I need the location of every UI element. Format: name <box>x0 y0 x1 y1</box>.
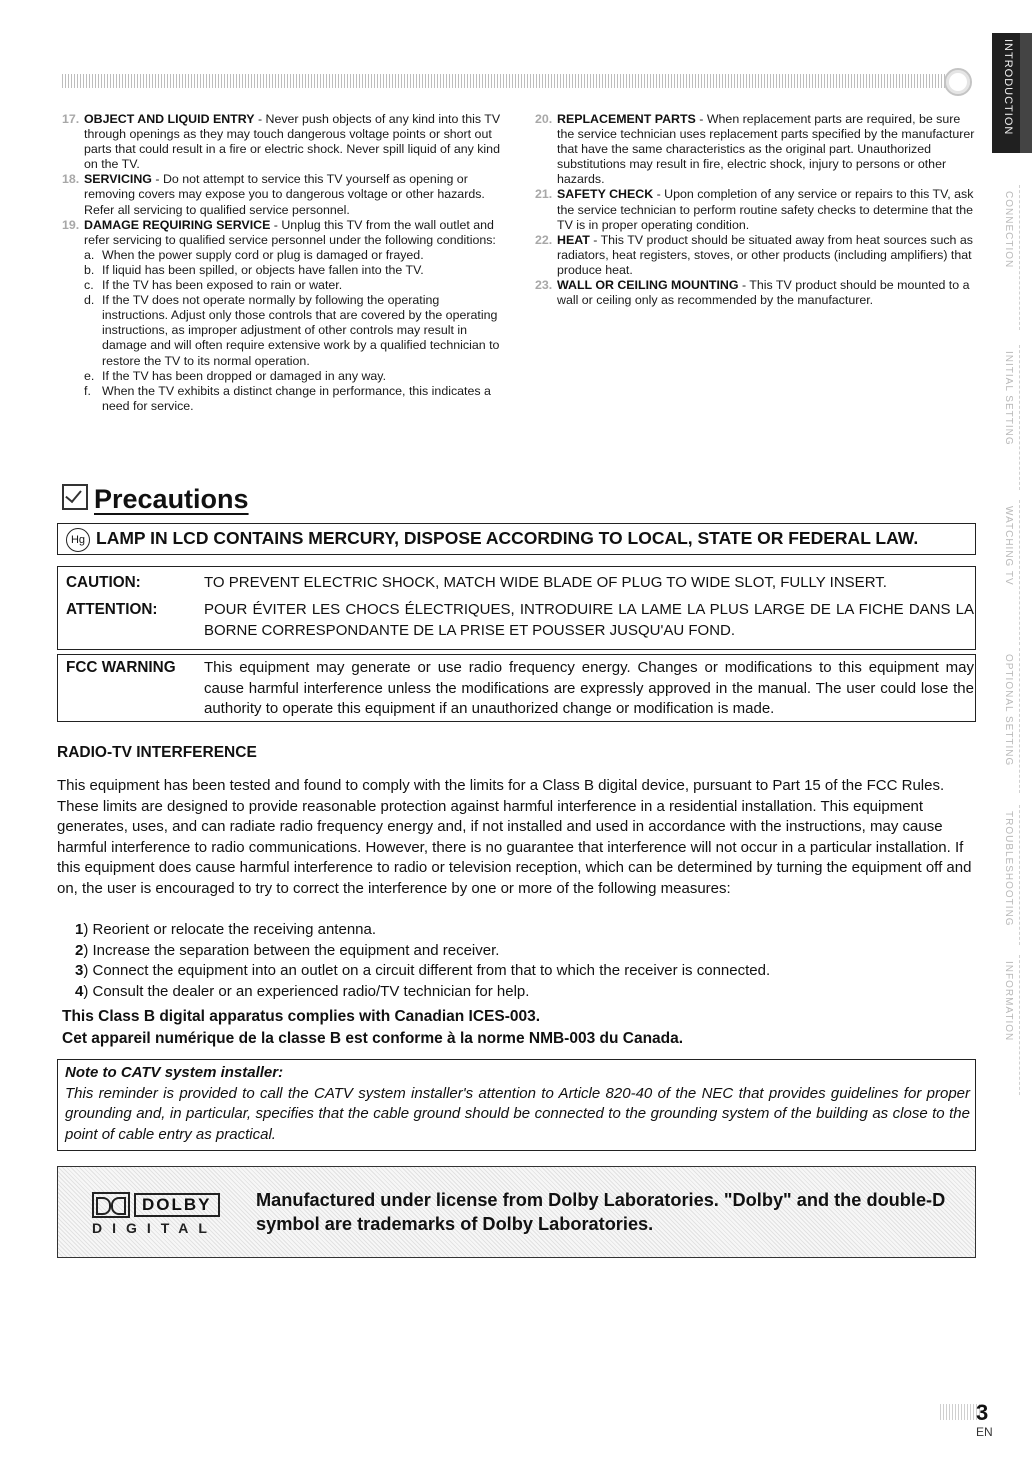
condition-a: a. When the power supply cord or plug is damaged or frayed. <box>84 247 424 262</box>
canada-compliance-en: This Class B digital apparatus complies with Canadian ICES-003. <box>62 1008 541 1025</box>
caution-label: CAUTION: <box>66 574 141 591</box>
fcc-text: This equipment may generate or use radio frequency energy. Changes or modifications to this equipment may cause harmful interference unless the modifications are expressly approved in the manual. The user could lose the authority to operate this equipment if an unauthorized change or modification is made. <box>204 659 974 717</box>
mercury-warning-box <box>57 523 976 555</box>
left-column <box>62 112 507 414</box>
safety-item-22: 22. HEAT - This TV product should be situated away from heat sources such as radiators, heat registers, stoves, or other products (including amplifiers) that produce heat. <box>535 232 973 277</box>
page-number: 3 <box>976 1400 989 1425</box>
measures-list <box>75 920 770 1002</box>
mercury-warning-text: LAMP IN LCD CONTAINS MERCURY, DISPOSE ACCORDING TO LOCAL, STATE OR FEDERAL LAW. <box>96 528 919 548</box>
checkbox-icon <box>62 484 88 510</box>
rule-end-circle-icon <box>944 68 972 96</box>
safety-item-20: 20. REPLACEMENT PARTS - When replacement parts are required, be sure the service technician uses replacement parts specified by the manufacturer that have the same characteristics as the original part. Unauthorized substitutions may result in fire, electric shock, injury to persons or other hazards. <box>535 112 975 187</box>
safety-item-17: 17. OBJECT AND LIQUID ENTRY - Never push objects of any kind into this TV through openings as they may touch dangerous voltage points or short out parts that could result in a fire or electric shock. Never spill liquid of any kind on the TV. <box>62 112 501 172</box>
dolby-digital-label: DIGITAL <box>92 1220 217 1236</box>
tab-initial-setting[interactable]: INITIAL SETTING <box>992 345 1032 490</box>
measure-item: 2) Increase the separation between the equipment and receiver. <box>75 941 500 959</box>
dolby-logo <box>92 1192 220 1218</box>
safety-item-18: 18. SERVICING - Do not attempt to service this TV yourself as opening or removing covers may expose you to dangerous voltage or other hazards. Refer all servicing to qualified service personnel. <box>62 172 485 217</box>
catv-note-box <box>57 1059 976 1151</box>
fcc-warning-box <box>57 654 976 722</box>
page-language: EN <box>976 1425 993 1439</box>
attention-text: POUR ÉVITER LES CHOCS ÉLECTRIQUES, INTRODUIRE LA LAME LA PLUS LARGE DE LA FICHE DANS LA BORNE CORRESPONDANTE DE LA PRISE ET POUSSER JUSQU'AU FOND. <box>204 601 974 639</box>
condition-e: e. If the TV has been dropped or damaged in any way. <box>84 368 387 383</box>
catv-note-text: This reminder is provided to call the CATV system installer's attention to Article 820-40 of the NEC that provides guidelines for proper grounding and, in particular, specifies that the cable ground should be connected to the grounding system of the building as close to the point of cable entry as practical. <box>65 1084 970 1144</box>
tab-introduction[interactable]: INTRODUCTION <box>992 33 1032 153</box>
double-d-icon <box>92 1192 130 1218</box>
tab-troubleshooting[interactable]: TROUBLESHOOTING <box>992 805 1032 945</box>
condition-d: d. If the TV does not operate normally by following the operating instructions. Adjust only those controls that are covered by the operating instructions, as improper adjustment of other controls may result in damage and will often require extensive work by a qualified technician to restore the TV to its normal operation. <box>84 293 500 368</box>
top-decorative-rule <box>62 74 952 88</box>
measure-item: 1) Reorient or relocate the receiving antenna. <box>75 921 377 938</box>
tab-connection[interactable]: CONNECTION <box>992 185 1032 330</box>
condition-b: b. If liquid has been spilled, or objects have fallen into the TV. <box>84 262 424 277</box>
condition-c: c. If the TV has been exposed to rain or water. <box>84 278 343 293</box>
radio-tv-heading: RADIO-TV INTERFERENCE <box>57 744 257 761</box>
mercury-hg-icon: Hg <box>66 528 90 552</box>
fcc-label: FCC WARNING <box>66 659 176 676</box>
safety-item-19: 19. DAMAGE REQUIRING SERVICE - Unplug this TV from the wall outlet and refer servicing to qualified service personnel under the following conditions: a. When the power supply cord or plug is damaged or frayed. b. If liquid has been spilled, or objects have fallen into the TV. c. If the TV has been exposed to rain or water. d. If the TV does not operate normally by following the operating instructions. Adjust only those controls that are covered by the operating instructions, as improper adjustment of other controls may result in damage and will often require extensive work by a qualified technician to restore the TV to its normal operation. e. If the TV has been dropped or damaged in any way. f. When the TV exhibits a distinct change in performance, this indicates a need for service. <box>62 218 507 414</box>
caution-box <box>57 566 976 650</box>
dolby-trademark-text: Manufactured under license from Dolby Laboratories. "Dolby" and the double-D symbol are trademarks of Dolby Laboratories. <box>256 1190 946 1234</box>
canada-compliance-fr: Cet appareil numérique de la classe B est conforme à la norme NMB-003 du Canada. <box>62 1030 684 1047</box>
caution-text: TO PREVENT ELECTRIC SHOCK, MATCH WIDE BLADE OF PLUG TO WIDE SLOT, FULLY INSERT. <box>204 574 887 591</box>
tab-watching-tv[interactable]: WATCHING TV <box>992 500 1032 645</box>
right-column <box>535 112 980 308</box>
page-number-shade <box>940 1404 980 1420</box>
condition-f: f. When the TV exhibits a distinct change in performance, this indicates a need for service. <box>84 383 491 413</box>
attention-label: ATTENTION: <box>66 601 158 618</box>
radio-tv-body: This equipment has been tested and found to comply with the limits for a Class B digital device, pursuant to Part 15 of the FCC Rules. These limits are designed to provide reasonable protection against harmful interference in a residential installation. This equipment generates, uses, and can radiate radio frequency energy and, if not installed and used in accordance with the instructions, may cause harmful interference to radio communications. However, there is no guarantee that interference will not occur in a particular installation. If this equipment does cause harmful interference to radio or television reception, which can be determined by turning the equipment off and on, the user is encouraged to try to correct the interference by one or more of the following measures: <box>57 777 972 897</box>
safety-item-21: 21. SAFETY CHECK - Upon completion of any service or repairs to this TV, ask the service technician to perform routine safety checks to determine that the TV is in proper operating condition. <box>535 187 974 232</box>
measure-item: 4) Consult the dealer or an experienced radio/TV technician for help. <box>75 982 530 1000</box>
catv-note-heading: Note to CATV system installer: <box>65 1064 284 1081</box>
measure-item: 3) Connect the equipment into an outlet on a circuit different from that to which the receiver is connected. <box>75 962 771 980</box>
safety-item-23: 23. WALL OR CEILING MOUNTING - This TV product should be mounted to a wall or ceiling only as recommended by the manufacturer. <box>535 278 970 308</box>
precautions-title: Precautions <box>62 484 249 515</box>
tab-information[interactable]: INFORMATION <box>992 955 1032 1095</box>
tab-optional-setting[interactable]: OPTIONAL SETTING <box>992 648 1032 793</box>
dolby-logo-word: DOLBY <box>134 1193 220 1217</box>
